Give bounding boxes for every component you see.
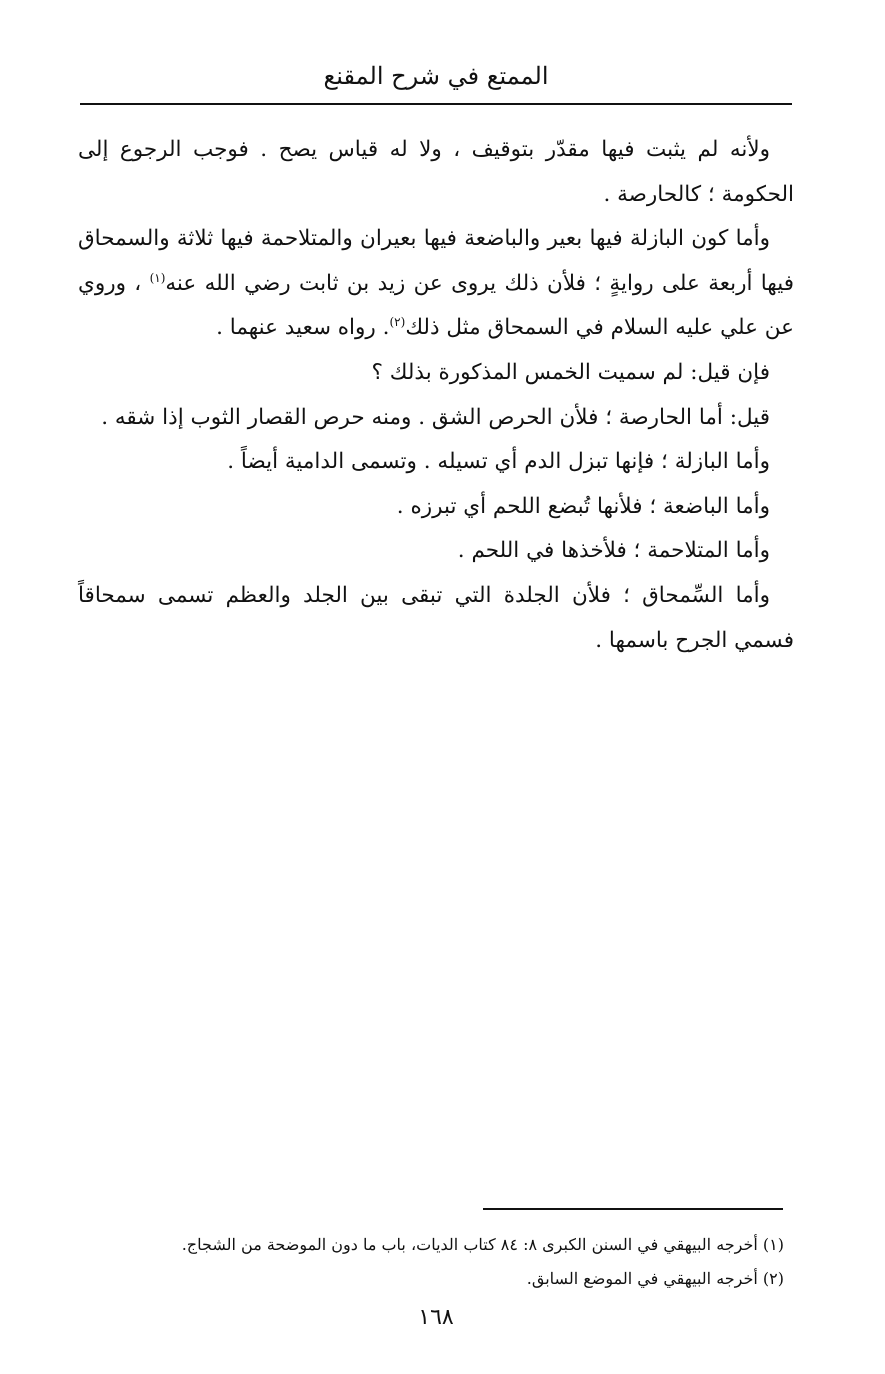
paragraph-4: قيل: أما الحارصة ؛ فلأن الحرص الشق . ومنه حرص القصار الثوب إذا شقه . (101, 404, 770, 430)
paragraph-2-part-c: . رواه سعيد عنهما . (216, 315, 390, 341)
paragraph-5: وأما البازلة ؛ فإنها تبزل الدم أي تسيله . وتسمى الدامية أيضاً . (227, 449, 770, 475)
page-number: ١٦٨ (418, 1305, 454, 1330)
running-header-title: الممتع في شرح المقنع (323, 62, 549, 90)
header-rule (80, 103, 792, 105)
paragraph-2 (78, 217, 794, 351)
paragraph-3: فإن قيل: لم سميت الخمس المذكورة بذلك ؟ (371, 359, 770, 385)
paragraph-6: وأما الباضعة ؛ فلأنها تُبضع اللحم أي تبرزه . (396, 493, 770, 519)
footnote-1: (١) أخرجه البيهقي في السنن الكبرى ٨: ٨٤ كتاب الديات، باب ما دون الموضحة من الشجاج. (181, 1235, 784, 1254)
paragraph-1: ولأنه لم يثبت فيها مقدّر بتوقيف ، ولا له قياس يصح . فوجب الرجوع إلى الحكومة ؛ كالحارصة . (78, 137, 794, 207)
main-text (78, 128, 794, 663)
paragraph-8: وأما السِّمحاق ؛ فلأن الجلدة التي تبقى بين الجلد والعظم تسمى سمحاقاً فسمي الجرح باسمها . (78, 582, 794, 653)
footnote-ref-2: (٢) (389, 315, 406, 330)
paragraph-2-part-a: وأما كون البازلة فيها بعير والباضعة فيها بعيران والمتلاحمة فيها ثلاثة والسمحاق فيها أربعة على روايةٍ ؛ فلأن ذلك يروى عن زيد بن ثابت رضي الله عنه (78, 226, 794, 296)
footnote-2: (٢) أخرجه البيهقي في الموضع السابق. (526, 1269, 784, 1288)
footnote-ref-1: (١) (149, 270, 166, 285)
footnotes (100, 1228, 784, 1296)
paragraph-2-part-b: ، وروي عن علي عليه السلام في السمحاق مثل ذلك (78, 270, 794, 341)
footnote-separator (483, 1208, 783, 1210)
paragraph-7: وأما المتلاحمة ؛ فلأخذها في اللحم . (457, 538, 770, 564)
